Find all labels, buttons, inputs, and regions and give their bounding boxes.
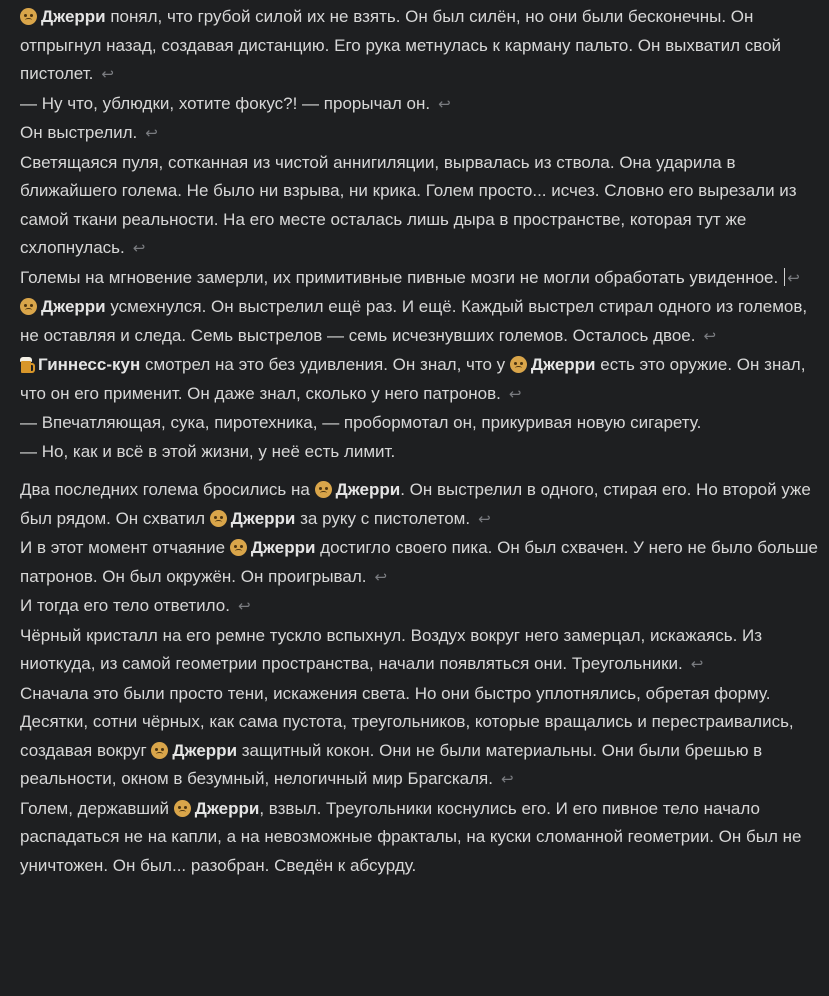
character-name: Джерри [530,355,596,374]
paragraph-text: есть это оружие. Он знал, что он его применит. Он даже знал, сколько у него патронов. [20,355,806,403]
paragraph-text: защитный кокон. Они не были материальны. Они были брешью в реальности, окном в безумный, нелогичный мир Брагскаля. [20,740,763,788]
worried-face-icon [210,510,227,527]
worried-face-icon [510,356,527,373]
character-name: Джерри [172,740,238,760]
worried-face-icon [20,8,37,25]
paragraph[interactable] [20,795,820,881]
paragraph-text: достигло своего пика. Он был схвачен. У него не было больше патронов. Он был окружён. Он проигрывал. [20,538,818,586]
paragraph-text: за руку с пистолетом. [295,508,471,528]
character-name: Гиннесс-кун [38,355,141,374]
paragraph[interactable] [20,149,820,264]
paragraph[interactable] [20,476,820,534]
paragraph[interactable] [20,680,820,795]
paragraph-text: Голем, державший [20,798,174,818]
paragraph[interactable] [20,90,820,120]
character-name: Джерри [335,480,401,499]
paragraph-text: — Ну что, ублюдки, хотите фокус?! — прорычал он. [20,93,431,113]
paragraph[interactable] [20,409,820,466]
document-editor[interactable] [20,3,820,880]
paragraph-text: Сначала это были просто тени, искажения света. Но они быстро уплотнялись, обретая форму. Десятки, сотни чёрных, как сама пустота, треугольников, которые вращались и перестраивались, создавая вокруг [20,683,794,760]
paragraph-text: Чёрный кристалл на его ремне тускло вспыхнул. Воздух вокруг него замерцал, искажаясь. Из ниоткуда, из самой геометрии пространства, начали появляться они. Треугольники. [20,625,763,673]
paragraph-text: , взвыл. Треугольники коснулись его. И его пивное тело начало распадаться не на капли, а на невозможные фракталы, на куски сломанной геометрии. Он был не уничтожен. Он был... разобран. Сведён к абсурду. [20,798,802,875]
worried-face-icon [230,539,247,556]
paragraph-text: Два последних голема бросились на [20,480,315,499]
text-cursor [784,268,785,286]
paragraph[interactable] [20,351,820,409]
newline-mark-icon: ↩ [508,385,522,403]
paragraph[interactable] [20,264,820,294]
paragraph-text: Светящаяся пуля, сотканная из чистой аннигиляции, вырвалась из ствола. Она ударила в ближайшего голема. Не было ни взрыва, ни крика. Голем просто... исчез. Словно его вырезали из самой ткани реальности. На его месте осталась лишь дыра в пространстве, которая тут же схлопнулась. [20,152,797,257]
newline-mark-icon: ↩ [374,568,388,586]
paragraph-text: — Но, как и всё в этой жизни, у неё есть лимит. [20,441,396,461]
paragraph-text: . Он выстрелил в одного, стирая его. Но второй уже был рядом. Он схватил [20,480,811,528]
worried-face-icon [151,742,168,759]
paragraph-text: И в этот момент отчаяние [20,538,230,557]
paragraph[interactable] [20,534,820,592]
worried-face-icon [174,800,191,817]
newline-mark-icon: ↩ [500,771,514,788]
newline-mark-icon: ↩ [237,598,251,615]
worried-face-icon [20,298,37,315]
newline-mark-icon: ↩ [690,656,704,673]
paragraph-text: — Впечатляющая, сука, пиротехника, — пробормотал он, прикуривая новую сигарету. [20,413,702,432]
character-name: Джерри [250,538,316,557]
newline-mark-icon: ↩ [438,95,451,113]
paragraph[interactable] [20,3,820,90]
paragraph[interactable] [20,293,820,351]
paragraph[interactable] [20,622,820,680]
character-name: Джерри [41,297,106,316]
newline-mark-icon: ↩ [787,269,800,287]
paragraph-text: смотрел на это без удивления. Он знал, что у [140,355,510,374]
beer-mug-icon [20,357,34,373]
newline-mark-icon: ↩ [132,240,146,257]
paragraph[interactable] [20,592,820,622]
paragraph[interactable] [20,119,820,149]
newline-mark-icon: ↩ [478,510,491,528]
paragraph-text: Он выстрелил. [20,123,138,142]
paragraph-text: усмехнулся. Он выстрелил ещё раз. И ещё. Каждый выстрел стирал одного из големов, не оставляя и следа. Семь выстрелов — семь исчезнувших големов. Осталось двое. [20,297,808,345]
character-name: Джерри [230,508,296,528]
newline-mark-icon: ↩ [145,125,158,142]
newline-mark-icon: ↩ [101,66,114,83]
character-name: Джерри [41,7,106,26]
newline-mark-icon: ↩ [703,327,717,345]
paragraph-text: Големы на мгновение замерли, их примитивные пивные мозги не могли обработать увиденное. [20,267,779,287]
character-name: Джерри [194,798,260,818]
paragraph-text: И тогда его тело ответило. [20,596,230,615]
worried-face-icon [315,481,332,498]
paragraph-text: понял, что грубой силой их не взять. Он был силён, но они были бесконечны. Он отпрыгнул назад, создавая дистанцию. Его рука метнулась к карману пальто. Он выхватил свой пистолет. [20,7,782,83]
